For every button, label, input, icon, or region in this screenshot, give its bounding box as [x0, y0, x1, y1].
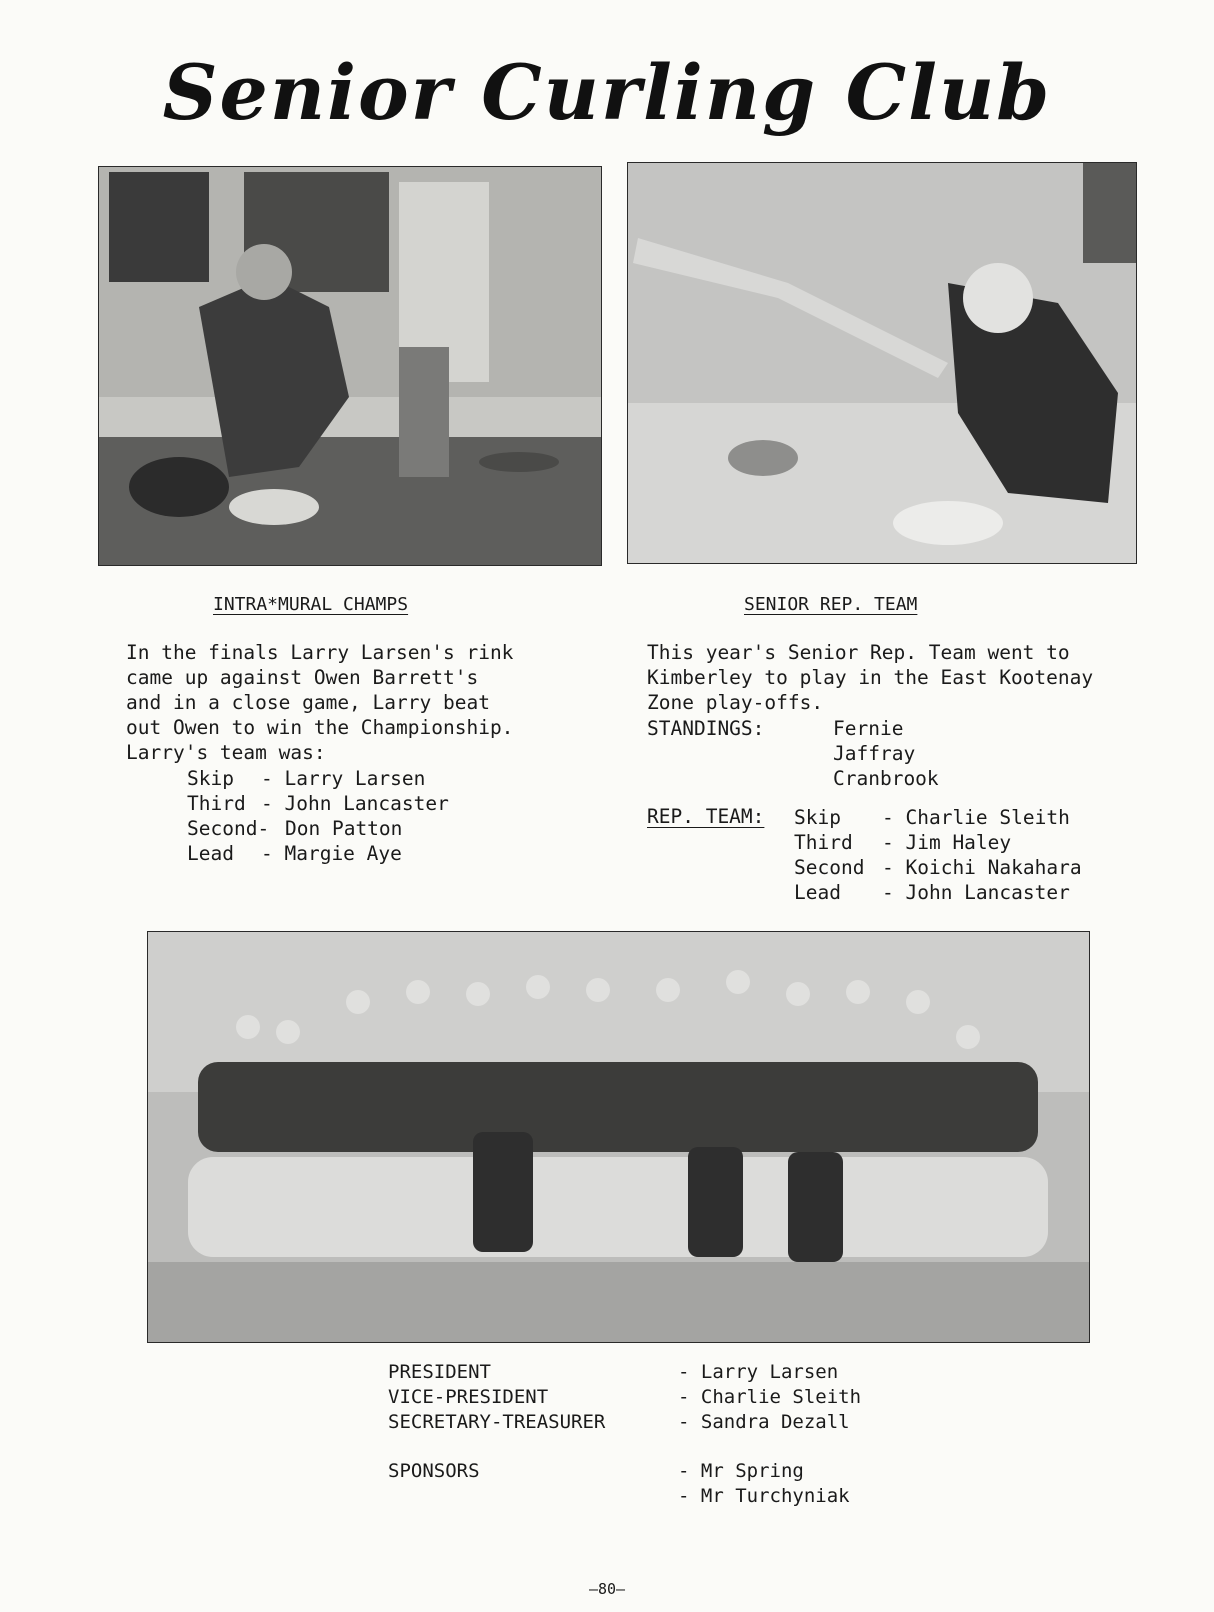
standings-list	[833, 716, 939, 791]
team-name: - Charlie Sleith	[882, 806, 1070, 829]
team-position: Skip	[187, 767, 234, 790]
intramural-heading: INTRA*MURAL CHAMPS	[213, 594, 409, 615]
standings-label: STANDINGS:	[647, 717, 765, 740]
officer-role: PRESIDENT	[388, 1361, 491, 1383]
officer-name: - Charlie Sleith	[678, 1386, 862, 1408]
officer-name: - Larry Larsen	[678, 1361, 839, 1383]
team-member	[187, 841, 507, 866]
rep-team-list	[794, 805, 1124, 905]
team-member	[187, 791, 507, 816]
team-position: Second	[794, 856, 865, 879]
page-number: —80—	[588, 1580, 626, 1598]
intramural-line: and in a close game, Larry beat	[126, 691, 490, 714]
team-member	[794, 880, 1124, 905]
senior-rep-line: Kimberley to play in the East Kootenay	[647, 666, 1094, 689]
team-position: Second-	[187, 817, 270, 840]
senior-rep-line: Zone play-offs.	[647, 691, 824, 714]
team-member	[187, 766, 507, 791]
team-name: - Koichi Nakahara	[882, 856, 1082, 879]
senior-rep-heading: SENIOR REP. TEAM	[744, 594, 918, 615]
team-member	[794, 830, 1124, 855]
standings-item: Jaffray	[833, 742, 916, 765]
page-title: Senior Curling Club	[162, 48, 1052, 137]
team-name: Don Patton	[285, 817, 403, 840]
team-name: - John Lancaster	[882, 881, 1070, 904]
officer-role: VICE-PRESIDENT	[388, 1386, 549, 1408]
intramural-line: Larry's team was:	[126, 741, 326, 764]
team-member	[794, 805, 1124, 830]
sponsor-row	[388, 1484, 888, 1509]
sponsor-row	[388, 1459, 888, 1484]
sponsor-name: - Mr Spring	[678, 1460, 804, 1482]
team-member	[794, 855, 1124, 880]
intramural-line: came up against Owen Barrett's	[126, 666, 479, 689]
intramural-team-list	[187, 766, 507, 866]
team-name: - Larry Larsen	[261, 767, 426, 790]
standings-item: Cranbrook	[833, 767, 939, 790]
sponsor-name: - Mr Turchyniak	[678, 1485, 850, 1507]
sponsors-label: SPONSORS	[388, 1460, 480, 1482]
team-name: - Jim Haley	[882, 831, 1012, 854]
team-position: Lead	[187, 842, 234, 865]
team-position: Lead	[794, 881, 841, 904]
officer-role: SECRETARY-TREASURER	[388, 1411, 606, 1433]
officer-row	[388, 1410, 888, 1435]
team-position: Skip	[794, 806, 841, 829]
team-position: Third	[794, 831, 853, 854]
officer-name: - Sandra Dezall	[678, 1411, 850, 1433]
team-name: - John Lancaster	[261, 792, 449, 815]
team-member	[187, 816, 507, 841]
intramural-line: out Owen to win the Championship.	[126, 716, 514, 739]
officers-list	[388, 1360, 888, 1509]
senior-rep-line: This year's Senior Rep. Team went to	[647, 641, 1070, 664]
standings-item: Fernie	[833, 717, 904, 740]
team-name: - Margie Aye	[261, 842, 402, 865]
photo-club-group	[147, 931, 1090, 1343]
intramural-line: In the finals Larry Larsen's rink	[126, 641, 514, 664]
senior-rep-text	[647, 640, 1093, 715]
rep-team-label: REP. TEAM:	[647, 805, 765, 828]
officer-row	[388, 1360, 888, 1385]
photo-curler-kneeling	[98, 166, 602, 566]
photo-curler-sweeping	[627, 162, 1137, 564]
officer-row	[388, 1385, 888, 1410]
intramural-text	[126, 640, 513, 765]
team-position: Third	[187, 792, 246, 815]
